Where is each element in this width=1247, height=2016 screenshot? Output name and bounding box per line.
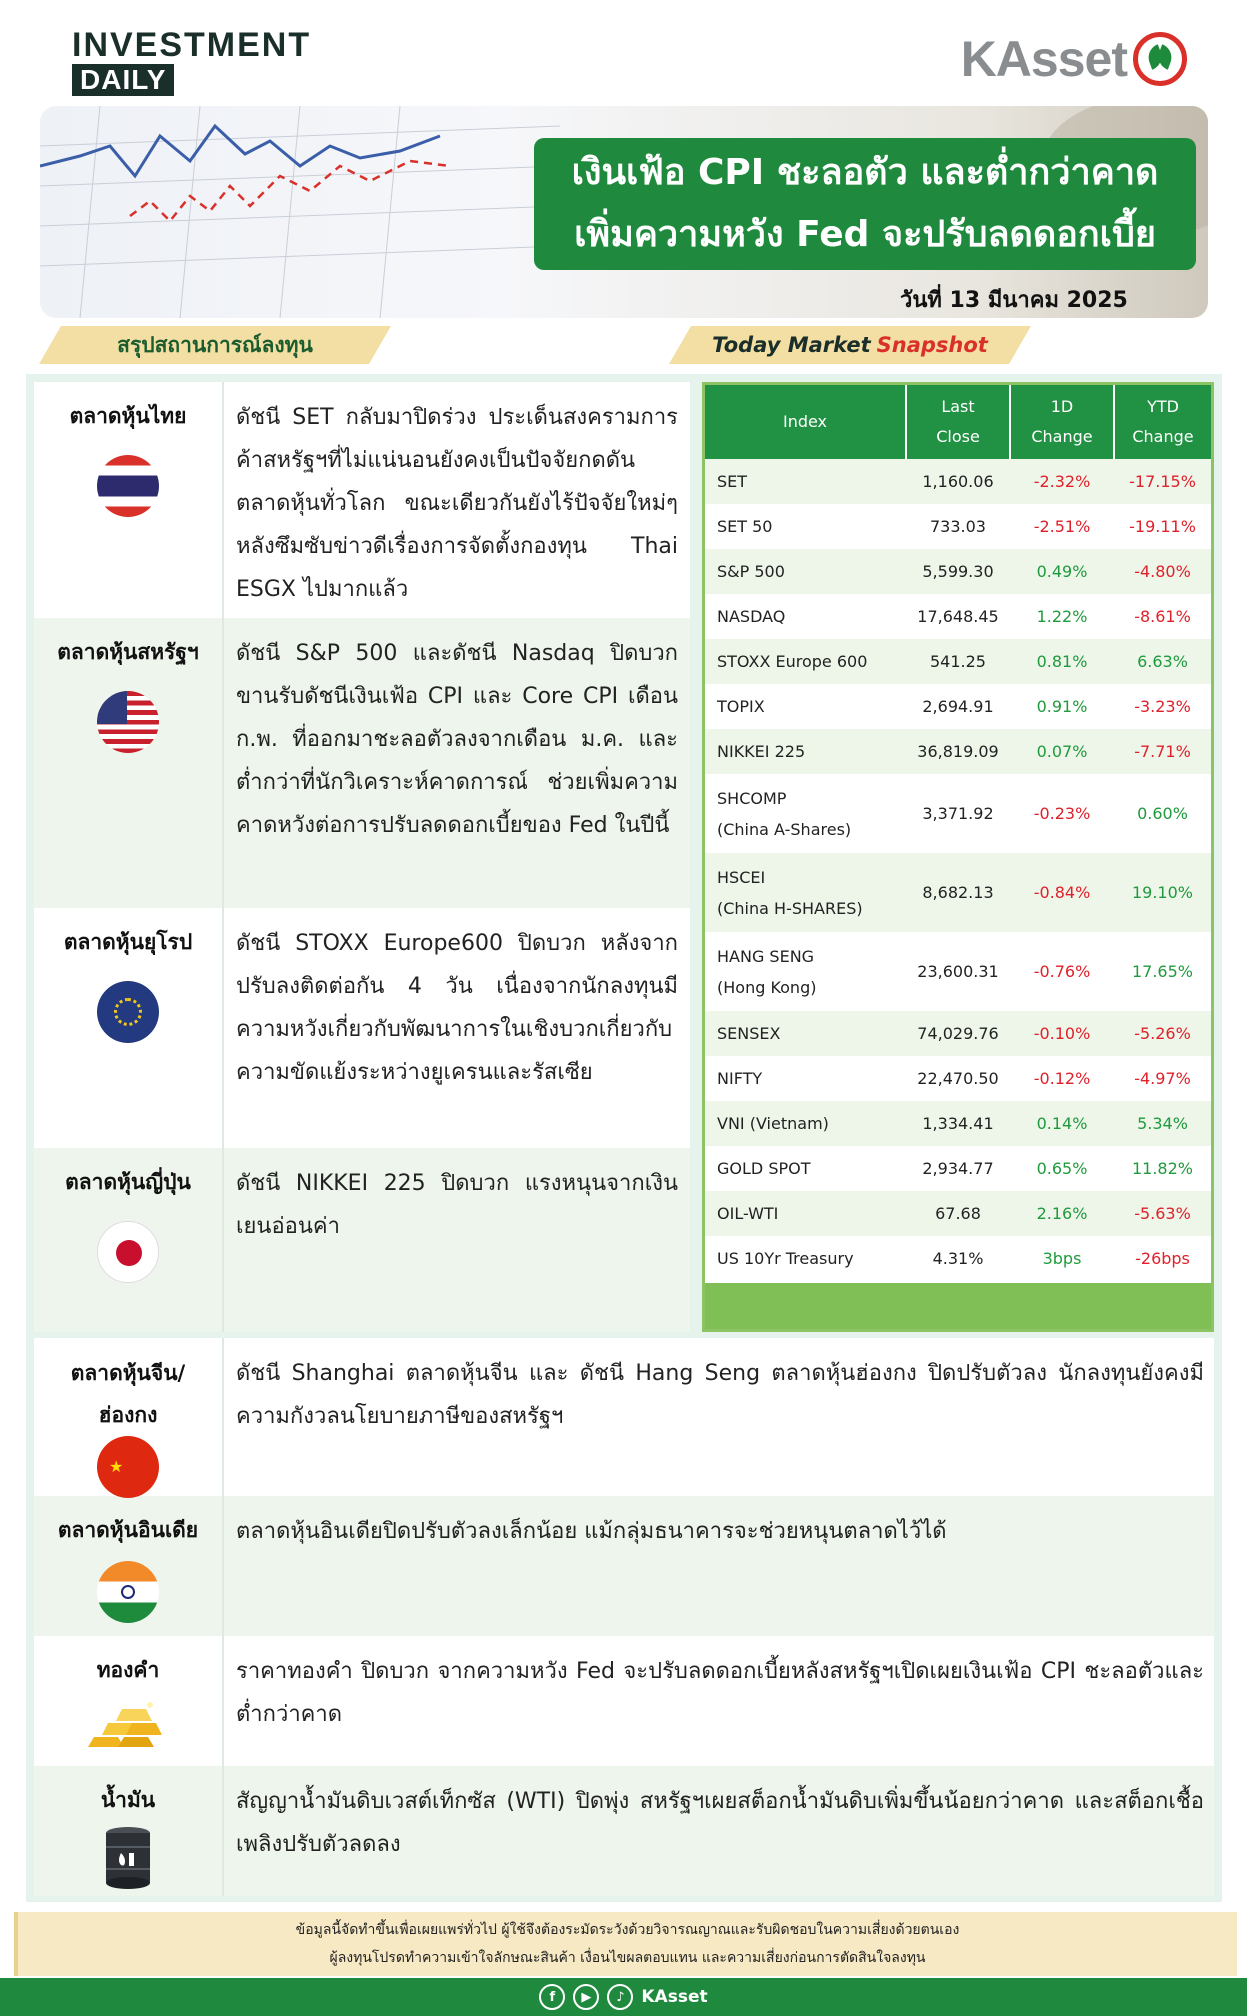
ytd-change-value: -5.63% (1114, 1191, 1211, 1236)
market-row-gold (34, 1636, 1214, 1766)
table-row (705, 594, 1211, 639)
social-bar (0, 1978, 1247, 2016)
ytd-change-value: -19.11% (1129, 517, 1196, 536)
japan-flag-icon (97, 1221, 159, 1283)
last-close-value: 8,682.13 (906, 853, 1010, 932)
disclaimer-line2: ผู้ลงทุนโปรดทำความเข้าใจลักษณะสินค้า เงื่อนไขผลตอบแทน และความเสี่ยงก่อนการตัดสินใจลงทุน (329, 1950, 926, 1966)
index-name: SENSEX (705, 1011, 906, 1056)
market-row-india (34, 1496, 1214, 1636)
1d-change-value: 0.65% (1036, 1159, 1088, 1178)
last-close-value: 1,334.41 (906, 1101, 1010, 1146)
1d-change-value: 0.81% (1010, 639, 1114, 684)
index-name: SHCOMP (China A-Shares) (717, 788, 852, 839)
1d-change-value: 0.91% (1036, 697, 1088, 716)
index-name: HSCEI (China H-SHARES) (705, 853, 906, 932)
tab-summary (50, 326, 380, 364)
social-handle[interactable]: KAsset (641, 1987, 708, 2007)
logo-line2: DAILY (72, 64, 174, 96)
table-row (705, 459, 1211, 504)
1d-change-value: 3bps (1042, 1249, 1082, 1268)
table-row (705, 853, 1211, 932)
table-row (705, 1056, 1211, 1101)
ytd-change-value: -4.80% (1114, 549, 1211, 594)
last-close-value: 17,648.45 (917, 607, 999, 626)
table-row (705, 1101, 1211, 1146)
tiktok-icon[interactable]: ♪ (607, 1984, 633, 2010)
last-close-value: 541.25 (906, 639, 1010, 684)
1d-change-value: -0.12% (1033, 1069, 1091, 1088)
ytd-change-value: -3.23% (1134, 697, 1191, 716)
ytd-change-value: 0.60% (1137, 804, 1188, 823)
last-close-value: 1,160.06 (906, 459, 1010, 504)
market-summary-list-wide (34, 1338, 1214, 1896)
market-text: ดัชนี S&P 500 และดัชนี Nasdaq ปิดบวกขานรับดัชนีเงินเฟ้อ CPI และ Core CPI เดือนก.พ. ที่ออกมาชะลอตัวลงจากเดือน ม.ค. และต่ำกว่าที่นักวิเคราะห์คาดการณ์ ช่วยเพิ่มความคาดหวังต่อการปรับลดดอกเบี้ยของ Fed ในปีนี้ (236, 641, 678, 838)
last-close-value: 23,600.31 (917, 962, 999, 981)
india-flag-icon (97, 1561, 159, 1623)
index-name: NASDAQ (717, 607, 786, 626)
last-close-value: 5,599.30 (906, 549, 1010, 594)
1d-change-value: -0.76% (1033, 962, 1091, 981)
market-text: สัญญาน้ำมันดิบเวสต์เท็กซัส (WTI) ปิดพุ่ง สหรัฐฯเผยสต็อกน้ำมันดิบเพิ่มขึ้นน้อยกว่าคาด และสต็อกเชื้อเพลิงปรับตัวลดลง (236, 1789, 1204, 1857)
1d-change-value: 0.14% (1010, 1101, 1114, 1146)
market-row-usa (34, 618, 690, 908)
market-text: ดัชนี NIKKEI 225 ปิดบวก แรงหนุนจากเงินเยนอ่อนค่า (236, 1171, 678, 1239)
ytd-change-value: 17.65% (1131, 962, 1193, 981)
usa-flag-icon (97, 691, 159, 753)
ytd-change-value: 5.34% (1114, 1101, 1211, 1146)
facebook-icon[interactable]: f (539, 1984, 565, 2010)
col-ytd-change: YTD Change (1114, 385, 1211, 459)
youtube-icon[interactable]: ▶ (573, 1984, 599, 2010)
ytd-change-value: -4.97% (1134, 1069, 1191, 1088)
index-name: NIKKEI 225 (705, 729, 906, 774)
ytd-change-value: 11.82% (1131, 1159, 1193, 1178)
market-text: ดัชนี SET กลับมาปิดร่วง ประเด็นสงครามการค้าสหรัฐฯที่ไม่แน่นอนยังคงเป็นปัจจัยกดดันตลาดหุ้นทั่วโลก ขณะเดียวกันยังไร้ปัจจัยใหม่ๆหลังซึมซับข่าวดีเรื่องการจัดตั้งกองทุน Thai ESGX ไปมากแล้ว (236, 405, 678, 602)
tab-snapshot-label (680, 326, 1020, 364)
market-label: ตลาดหุ้นญี่ปุ่น (34, 1148, 224, 1332)
last-close-value: 4.31% (932, 1249, 984, 1268)
index-name: SET (705, 459, 906, 504)
market-label: ตลาดหุ้นอินเดีย (34, 1496, 224, 1636)
market-label: ตลาดหุ้นยุโรป (34, 908, 224, 1148)
eu-flag-icon (97, 981, 159, 1043)
logo-line1: INVESTMENT (72, 26, 312, 64)
tab-snapshot-label-b: Snapshot (876, 333, 988, 357)
last-close-value: 2,694.91 (922, 697, 994, 716)
table-footer-bar (705, 1283, 1211, 1329)
last-close-value: 733.03 (930, 517, 986, 536)
report-date: วันที่ 13 มีนาคม 2025 (900, 288, 1128, 313)
table-row (705, 932, 1211, 1011)
tab-summary-label: สรุปสถานการณ์ลงทุน (117, 332, 313, 357)
ytd-change-value: -7.71% (1114, 729, 1211, 774)
index-name: OIL-WTI (705, 1191, 906, 1236)
index-name: TOPIX (717, 697, 765, 716)
market-text: ดัชนี Shanghai ตลาดหุ้นจีน และ ดัชนี Hang Seng ตลาดหุ้นฮ่องกง ปิดปรับตัวลง นักลงทุนยังคงมีความกังวลนโยบายภาษีของสหรัฐฯ (236, 1361, 1204, 1429)
disclaimer (14, 1912, 1237, 1976)
market-label: ตลาดหุ้นสหรัฐฯ (34, 618, 224, 908)
1d-change-value: -0.23% (1033, 804, 1091, 823)
tab-snapshot-label-a: Today Market (712, 333, 871, 357)
market-text: ดัชนี STOXX Europe600 ปิดบวก หลังจากปรับลงติดต่อกัน 4 วัน เนื่องจากนักลงทุนมีความหวังเกี่ยวกับพัฒนาการในเชิงบวกเกี่ยวกับความขัดแย้งระหว่างยูเครนและรัสเซีย (236, 931, 678, 1085)
kasset-logo (961, 30, 1187, 88)
1d-change-value: 0.49% (1010, 549, 1114, 594)
market-snapshot-table (702, 382, 1214, 1332)
table-row (705, 1146, 1211, 1191)
index-name: S&P 500 (705, 549, 906, 594)
1d-change-value: -2.51% (1033, 517, 1091, 536)
table-row (705, 774, 1211, 853)
table-row (705, 1191, 1211, 1236)
ytd-change-value: 6.63% (1114, 639, 1211, 684)
table-row (705, 1236, 1211, 1281)
headline-line1: เงินเฟ้อ CPI ชะลอตัว และต่ำกว่าคาด (571, 152, 1159, 193)
col-last-close: Last Close (906, 385, 1010, 459)
table-row (705, 549, 1211, 594)
1d-change-value: -0.84% (1010, 853, 1114, 932)
index-name: GOLD SPOT (717, 1159, 811, 1178)
ytd-change-value: -8.61% (1134, 607, 1191, 626)
market-label: ตลาดหุ้นจีน/ฮ่องกง ★ (34, 1338, 224, 1496)
market-text: ราคาทองคำ ปิดบวก จากความหวัง Fed จะปรับลดดอกเบี้ยหลังสหรัฐฯเปิดเผยเงินเฟ้อ CPI ชะลอตัวและต่ำกว่าคาด (236, 1659, 1204, 1727)
ytd-change-value: -17.15% (1114, 459, 1211, 504)
market-summary-list (34, 382, 690, 1332)
table-row (705, 1011, 1211, 1056)
disclaimer-line1: ข้อมูลนี้จัดทำขึ้นเพื่อเผยแพร่ทั่วไป ผู้ใช้จึงต้องระมัดระวังด้วยวิจารณญาณและรับผิดชอบในความเสี่ยงด้วยตนเอง (295, 1922, 960, 1938)
table-row (705, 639, 1211, 684)
last-close-value: 36,819.09 (906, 729, 1010, 774)
index-name: NIFTY (717, 1069, 763, 1088)
china-flag-icon: ★ (97, 1436, 159, 1498)
table-row (705, 504, 1211, 549)
last-close-value: 67.68 (906, 1191, 1010, 1236)
market-row-oil (34, 1766, 1214, 1896)
1d-change-value: 1.22% (1036, 607, 1088, 626)
index-name: US 10Yr Treasury (717, 1249, 854, 1268)
headline-line2: เพิ่มความหวัง Fed จะปรับลดดอกเบี้ย (574, 214, 1156, 255)
index-name: VNI (Vietnam) (705, 1101, 906, 1146)
kasset-logo-text: KAsset (960, 31, 1127, 87)
index-name: SET 50 (717, 517, 773, 536)
market-row-europe (34, 908, 690, 1148)
last-close-value: 3,371.92 (922, 804, 994, 823)
kasset-leaf-icon (1133, 32, 1187, 86)
table-row (705, 729, 1211, 774)
index-name: STOXX Europe 600 (705, 639, 906, 684)
col-1d-change: 1D Change (1010, 385, 1114, 459)
ytd-change-value: 19.10% (1114, 853, 1211, 932)
1d-change-value: 2.16% (1010, 1191, 1114, 1236)
tab-snapshot (680, 326, 1020, 364)
market-label: ทองคำ (34, 1636, 224, 1766)
ytd-change-value: -26bps (1135, 1249, 1190, 1268)
last-close-value: 2,934.77 (922, 1159, 994, 1178)
investment-daily-logo (72, 28, 311, 96)
headline-box (534, 138, 1196, 270)
gold-bars-icon (88, 1697, 168, 1749)
1d-change-value: -0.10% (1010, 1011, 1114, 1056)
thailand-flag-icon (97, 455, 159, 517)
1d-change-value: -2.32% (1010, 459, 1114, 504)
oil-barrel-icon (103, 1825, 153, 1889)
market-row-japan (34, 1148, 690, 1332)
ytd-change-value: -5.26% (1114, 1011, 1211, 1056)
market-label: น้ำมัน (34, 1766, 224, 1896)
market-label: ตลาดหุ้นไทย (34, 382, 224, 618)
index-name: HANG SENG (Hong Kong) (717, 946, 817, 997)
market-row-thailand (34, 382, 690, 618)
market-text: ตลาดหุ้นอินเดียปิดปรับตัวลงเล็กน้อย แม้กลุ่มธนาคารจะช่วยหนุนตลาดไว้ได้ (236, 1519, 947, 1544)
last-close-value: 22,470.50 (917, 1069, 999, 1088)
col-index: Index (705, 385, 906, 459)
1d-change-value: 0.07% (1010, 729, 1114, 774)
table-row (705, 684, 1211, 729)
last-close-value: 74,029.76 (906, 1011, 1010, 1056)
market-row-china (34, 1338, 1214, 1496)
